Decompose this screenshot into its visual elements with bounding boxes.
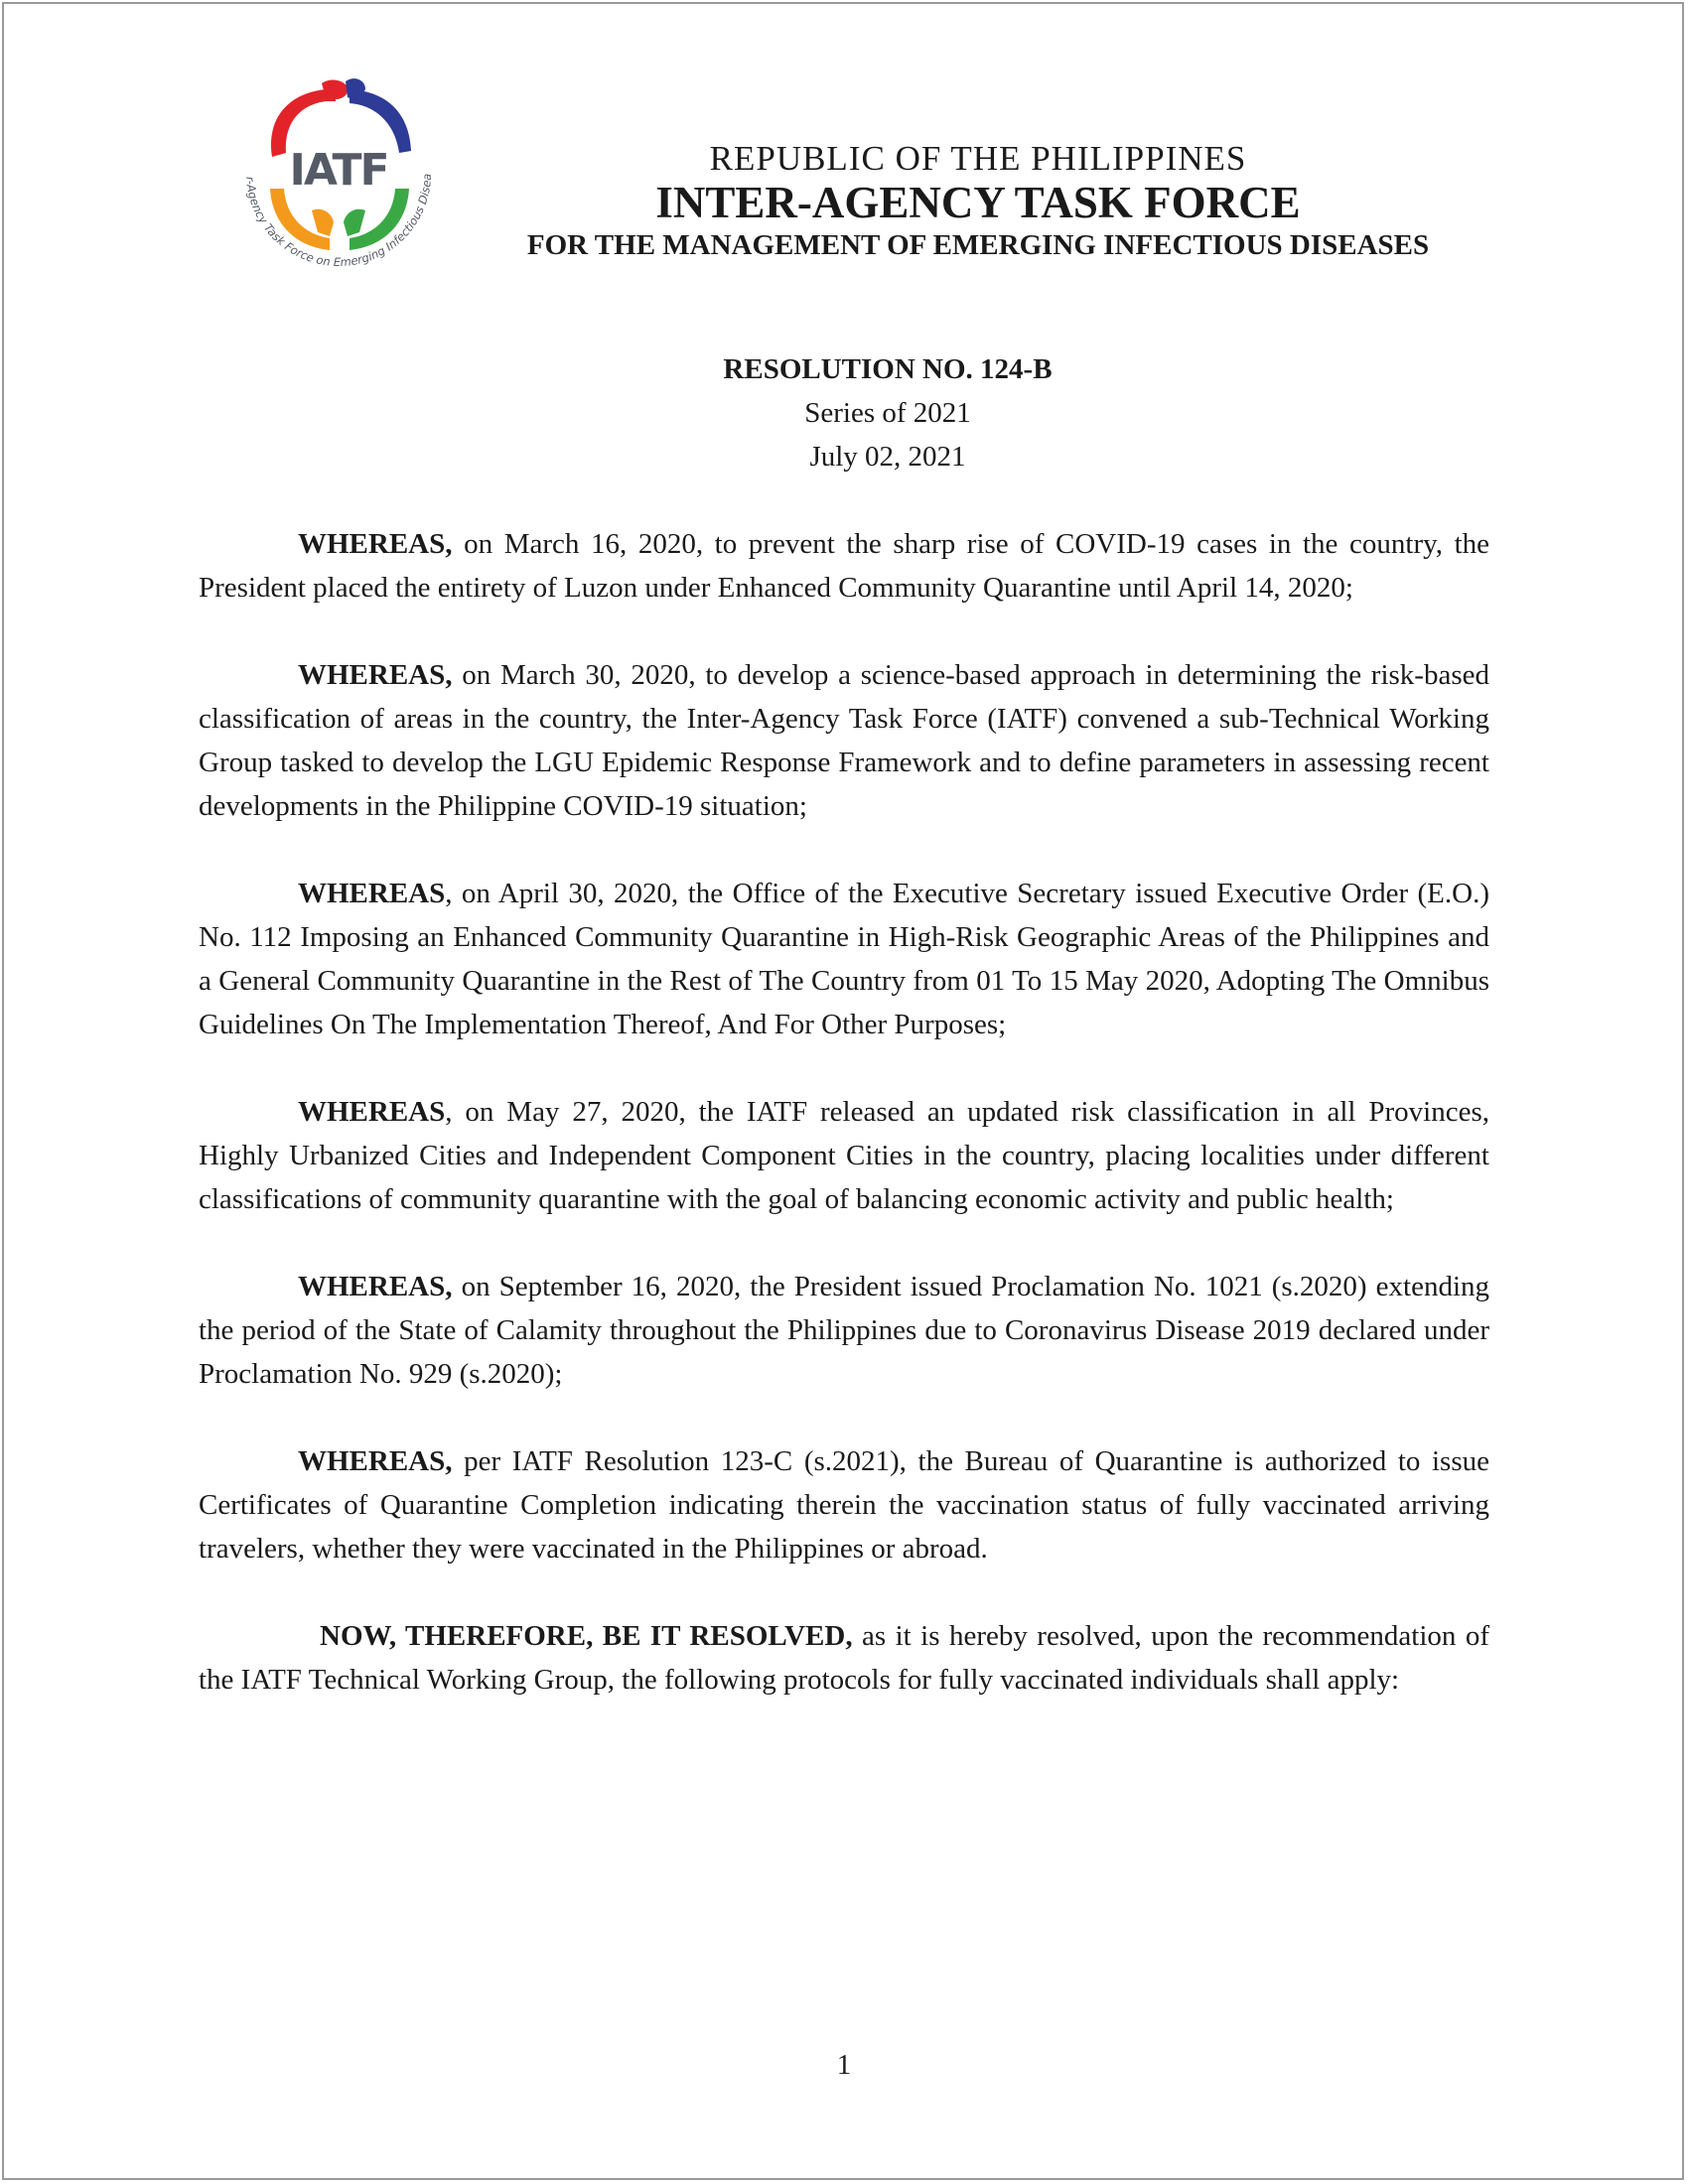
resolution-series: Series of 2021 xyxy=(804,397,971,429)
header-republic: REPUBLIC OF THE PHILIPPINES xyxy=(709,139,1247,178)
whereas-paragraph xyxy=(199,1090,1489,1221)
header-management: FOR THE MANAGEMENT OF EMERGING INFECTIOUS DISEASES xyxy=(526,229,1430,261)
paragraph-lead: WHEREAS xyxy=(298,878,446,909)
paragraph-text: , on April 30, 2020, the Office of the Executive Secretary issued Executive Order (E.O.) No. 112 Imposing an Enhanced Community Quarantine in High-Risk Geographic Areas of the Philippines and a General Community Quarantine in the Rest of The Country from 01 To 15 May 2020, Adopting The Omnibus Guidelines On The Implementation Thereof, And For Other Purposes; xyxy=(199,878,1489,1040)
paragraph-lead: WHEREAS xyxy=(298,1096,446,1128)
logo-ring-text: r-Agency Task Force on Emerging Infectious Disea xyxy=(243,173,435,270)
paragraph-text: per IATF Resolution 123-C (s.2021), the Bureau of Quarantine is authorized to issue Certificates of Quarantine Completion indicating therein the vaccination status of fully vaccinated arriving travelers, whether they were vaccinated in the Philippines or abroad. xyxy=(199,1445,1489,1565)
document-body xyxy=(199,522,1489,1745)
whereas-paragraph xyxy=(199,1439,1489,1570)
whereas-paragraph xyxy=(199,522,1489,610)
paragraph-text: as it is hereby resolved, upon the recommendation of the IATF Technical Working Group, the following protocols for fully vaccinated individuals shall apply: xyxy=(199,1620,1489,1696)
paragraph-text: on September 16, 2020, the President issued Proclamation No. 1021 (s.2020) extending the period of the State of Calamity throughout the Philippines due to Coronavirus Disease 2019 declared under Proclamation No. 929 (s.2020); xyxy=(199,1271,1489,1390)
document-header xyxy=(467,139,1489,262)
whereas-paragraph xyxy=(199,653,1489,828)
paragraph-text: on March 16, 2020, to prevent the sharp rise of COVID-19 cases in the country, the President placed the entirety of Luzon under Enhanced Community Quarantine until April 14, 2020; xyxy=(199,528,1489,604)
iatf-logo-graphic xyxy=(226,62,451,286)
resolved-paragraph xyxy=(199,1614,1489,1702)
paragraph-lead: NOW, THEREFORE, BE IT RESOLVED, xyxy=(320,1620,853,1652)
resolution-date: July 02, 2021 xyxy=(809,441,966,473)
paragraph-text: , on May 27, 2020, the IATF released an updated risk classification in all Provinces, Highly Urbanized Cities and Independent Component Cities in the country, placing localities under different classifications of community quarantine with the goal of balancing economic activity and public health; xyxy=(199,1096,1489,1215)
paragraph-lead: WHEREAS, xyxy=(298,1271,453,1302)
whereas-paragraph xyxy=(199,872,1489,1046)
page-number: 1 xyxy=(836,2049,852,2081)
paragraph-text: on March 30, 2020, to develop a science-based approach in determining the risk-based classification of areas in the country, the Inter-Agency Task Force (IATF) convened a sub-Technical Working Group tasked to develop the LGU Epidemic Response Framework and to define parameters in assessing recent developments in the Philippine COVID-19 situation; xyxy=(199,659,1489,822)
logo-text: IATF xyxy=(289,145,388,196)
paragraph-lead: WHEREAS, xyxy=(298,528,453,560)
paragraph-lead: WHEREAS, xyxy=(298,1445,453,1477)
iatf-logo xyxy=(226,62,451,286)
paragraph-lead: WHEREAS, xyxy=(298,659,453,691)
whereas-paragraph xyxy=(199,1265,1489,1396)
resolution-title xyxy=(0,347,1688,478)
header-task-force: INTER-AGENCY TASK FORCE xyxy=(655,178,1301,227)
resolution-number: RESOLUTION NO. 124-B xyxy=(723,353,1053,385)
